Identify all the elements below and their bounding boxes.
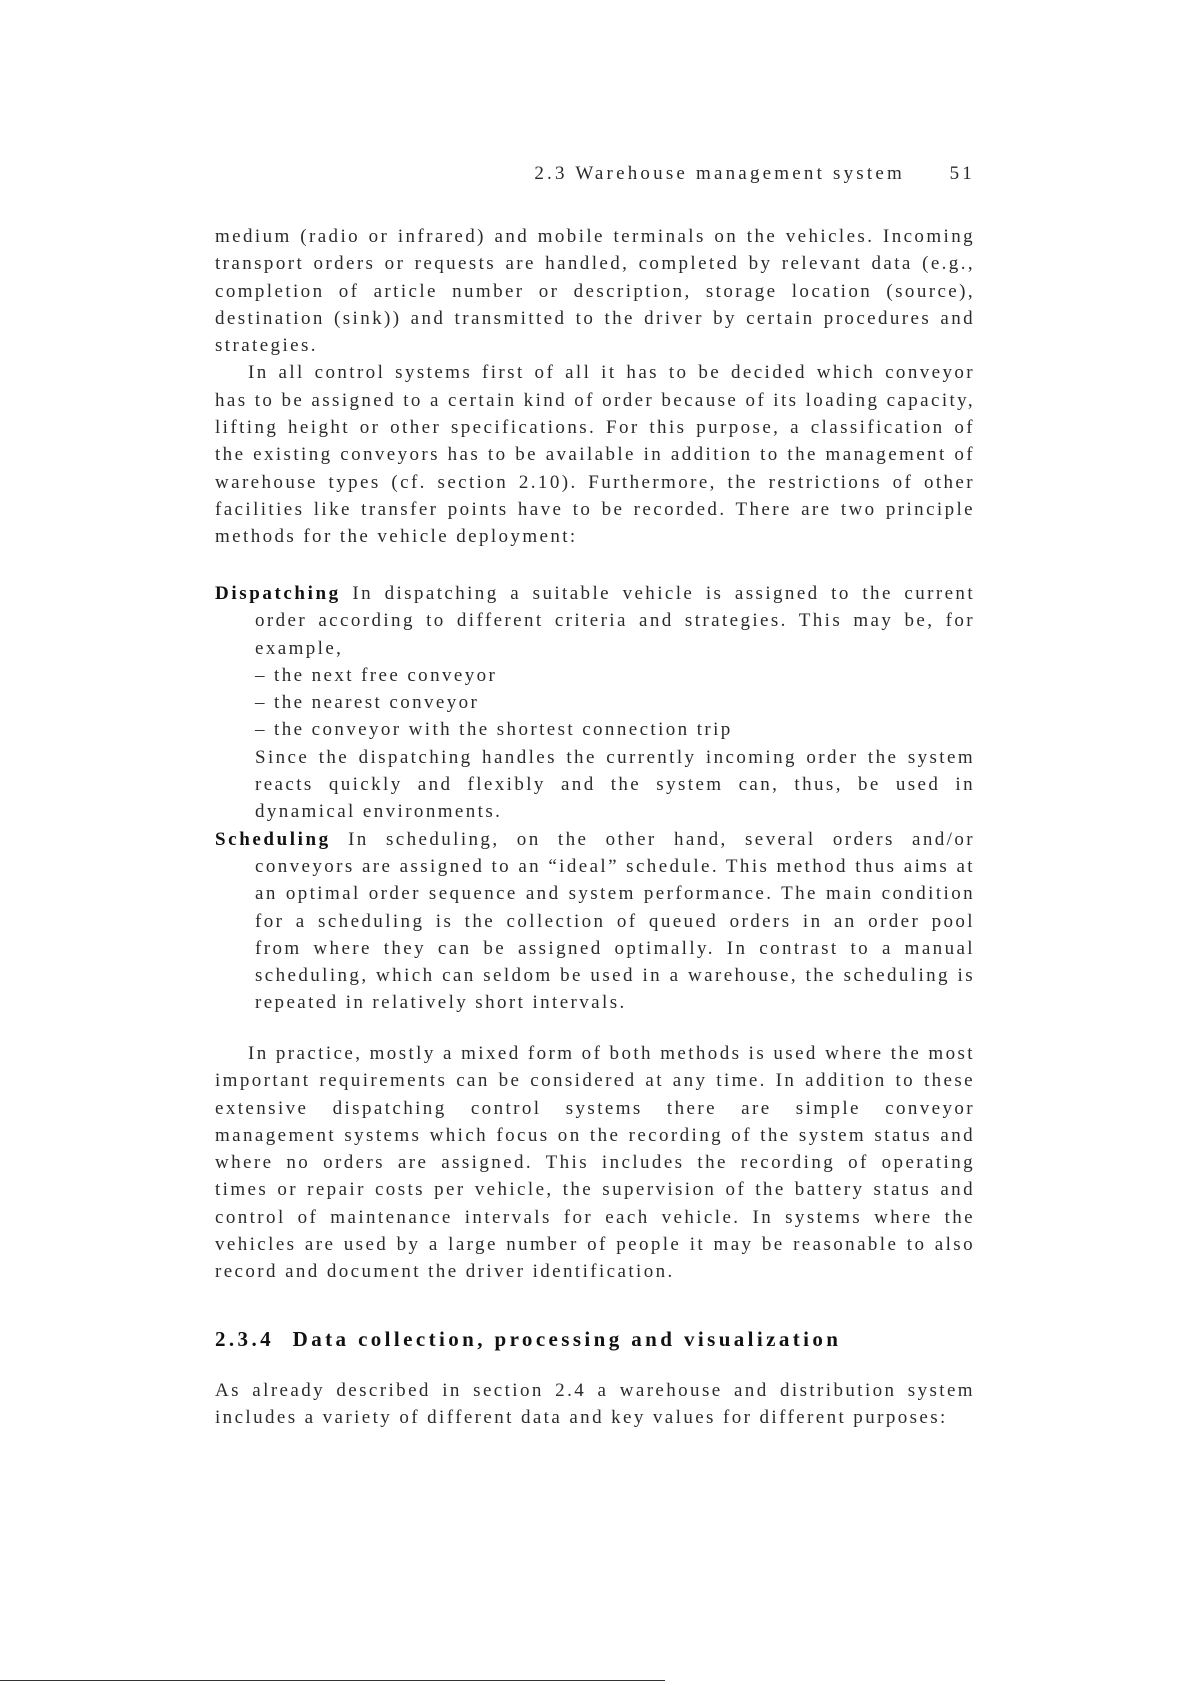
running-head-title: 2.3 Warehouse management system — [534, 163, 905, 184]
section-title: Data collection, processing and visualization — [292, 1327, 842, 1351]
definition-dispatching-text: In dispatching a suitable vehicle is assigned to the current order according to different criteria and strategies. This may be, for example, — [255, 583, 975, 659]
paragraph-practice: In practice, mostly a mixed form of both methods is used where the most important requirements can be considered at any time. In addition to these extensive dispatching control systems there are simple conveyor management systems which focus on the recording of the system status and where no orders are assigned. This includes the recording of operating times or repair costs per vehicle, the supervision of the battery status and control of maintenance intervals for each vehicle. In systems where the vehicles are used by a large number of people it may be reasonable to also record and document the driver identification. — [215, 1043, 975, 1283]
paragraph-continued: medium (radio or infrared) and mobile terminals on the vehicles. Incoming transport orders or requests are handled, completed by relevant data (e.g., completion of article number or description, storage location (source), destination (sink)) and transmitted to the driver by certain procedures and strategies. — [215, 226, 975, 357]
definition-scheduling-text: In scheduling, on the other hand, several orders and/or conveyors are assigned to an “ideal” schedule. This method thus aims at an optimal order sequence and system performance. The main condition for a scheduling is the collection of queued orders in an order pool from where they can be assigned optimally. In contrast to a manual scheduling, which can seldom be used in a warehouse, the scheduling is repeated in relatively short intervals. — [255, 828, 975, 1014]
definition-scheduling — [215, 826, 975, 1017]
footer-rule — [0, 1680, 665, 1681]
section-heading — [215, 1327, 975, 1352]
section-number: 2.3.4 — [215, 1327, 274, 1351]
list-item: – the next free conveyor — [255, 664, 498, 686]
list-item: – the conveyor with the shortest connection trip — [255, 719, 733, 741]
page-number: 51 — [949, 163, 975, 184]
definition-dispatching — [215, 580, 975, 662]
body-text-bottom — [215, 1377, 975, 1432]
definition-dispatching-continuation: Since the dispatching handles the currently incoming order the system reacts quickly and flexibly and the system can, thus, be used in dynamical environments. — [255, 746, 975, 823]
body-text-middle — [215, 1040, 975, 1286]
paragraph-control-systems: In all control systems first of all it has to be decided which conveyor has to be assigned to a certain kind of order because of its loading capacity, lifting height or other specifications. For this purpose, a classification of the existing conveyors has to be available in addition to the management of warehouse types (cf. section 2.10). Furthermore, the restrictions of other facilities like transfer points have to be recorded. There are two principle methods for the vehicle deployment: — [215, 362, 975, 548]
definition-list — [215, 580, 975, 1017]
term-dispatching: Dispatching — [215, 583, 341, 604]
dispatching-criteria-list — [215, 662, 975, 744]
paragraph-data-collection: As already described in section 2.4 a warehouse and distribution system includes a variety of different data and key values for different purposes: — [215, 1380, 975, 1429]
list-item: – the nearest conveyor — [255, 692, 480, 714]
body-text-top — [215, 223, 975, 551]
term-scheduling: Scheduling — [215, 828, 331, 850]
running-head — [215, 163, 975, 189]
